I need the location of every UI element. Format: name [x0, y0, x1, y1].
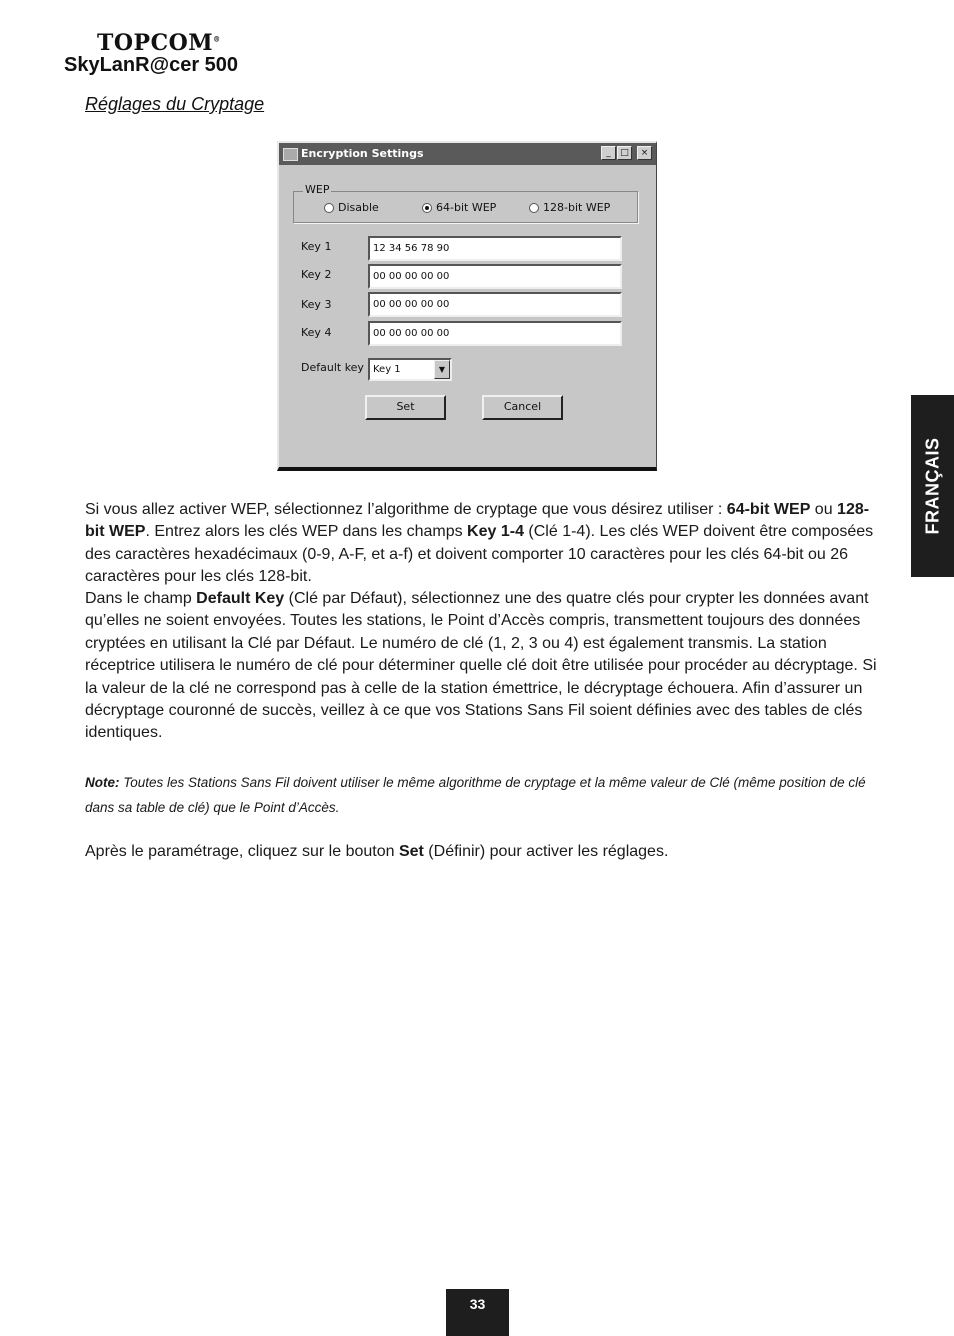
language-tab-label: FRANÇAIS [922, 437, 942, 535]
text-run: ou [810, 501, 838, 518]
window-icon [283, 148, 298, 161]
bold-term: Key 1-4 [467, 523, 524, 541]
chevron-down-icon[interactable]: ▼ [434, 360, 450, 379]
radio-128-bit-wep[interactable] [529, 201, 610, 214]
radio-label: Disable [338, 201, 379, 214]
default-key-select[interactable] [368, 358, 452, 381]
brand-name: TOPCOM [97, 30, 214, 56]
note-label: Note: [85, 775, 120, 790]
key-4-input[interactable]: 00 00 00 00 00 [368, 321, 622, 346]
encryption-settings-dialog [277, 141, 657, 471]
radio-selected-icon [422, 203, 432, 213]
brand-logo [97, 30, 221, 56]
close-icon[interactable]: × [637, 146, 652, 160]
text-run: . Entrez alors les clés WEP dans les champs [145, 523, 468, 541]
set-button[interactable]: Set [365, 395, 446, 420]
note-text: Toutes les Stations Sans Fil doivent utiliser le même algorithme de cryptage et la même valeur de Clé (même position de clé dans sa table de clé) que le Point d’Accès. [85, 775, 866, 815]
bold-term: Set [398, 843, 424, 860]
radio-circle-icon [529, 203, 539, 213]
bold-term: Default Key [196, 590, 285, 607]
paragraph-wep-intro [85, 499, 880, 589]
radio-64-bit-wep[interactable] [422, 201, 496, 214]
text-run: (Définir) pour activer les réglages. [423, 843, 669, 860]
dialog-titlebar [279, 143, 656, 165]
radio-label: 64-bit WEP [436, 201, 497, 214]
bold-term: 128-bit WEP [85, 501, 870, 541]
paragraph-default-key [85, 588, 880, 745]
product-name: SkyLanR@cer 500 [64, 54, 239, 76]
text-run: (Clé par Défaut), sélectionnez une des quatre clés pour crypter les données avant qu’elles ne soient envoyées. Toutes les stations, le Point d’Accès compris, transmettent toujours des données cryptées en utilisant la Clé par Défaut. Le numéro de clé (1, 2, 3 ou 4) est également transmis. La station réceptrice utilisera le numéro de clé pour déterminer quelle clé doit être utilisée pour procéder au décryptage. Si la valeur de la clé ne correspond pas à celle de la station émettrice, le décryptage échouera. Afin d’assurer un décryptage couronné de succès, veillez à ce que vos Stations Sans Fil soient définies avec des tables de clés identiques. [85, 590, 877, 742]
default-key-value: Key 1 [373, 364, 401, 375]
default-key-label: Default key [301, 361, 364, 374]
dialog-title: Encryption Settings [301, 147, 424, 160]
language-tab [911, 395, 954, 577]
text-run: Si vous allez activer WEP, sélectionnez l’algorithme de cryptage que vous désirez utiliser : [85, 501, 727, 518]
note-paragraph [85, 770, 875, 820]
text-run: (Clé 1-4). Les clés WEP doivent être composées des caractères hexadécimaux (0-9, A-F, et a-f) et doivent comporter 10 caractères pour les clés 64-bit ou 26 caractères pour les clés 128-bit. [85, 523, 874, 586]
key-1-label: Key 1 [301, 240, 332, 253]
minimize-icon[interactable]: _ [601, 146, 616, 160]
key-3-input[interactable]: 00 00 00 00 00 [368, 292, 622, 317]
text-run: Dans le champ [85, 590, 197, 607]
registered-mark: ® [213, 34, 221, 44]
key-2-input[interactable]: 00 00 00 00 00 [368, 264, 622, 289]
key-1-input[interactable]: 12 34 56 78 90 [368, 236, 622, 261]
paragraph-set-instruction [85, 841, 880, 863]
radio-circle-icon [324, 203, 334, 213]
page-number: 33 [446, 1289, 509, 1336]
key-2-label: Key 2 [301, 268, 332, 281]
radio-label: 128-bit WEP [543, 201, 611, 214]
bold-term: 64-bit WEP [726, 501, 811, 518]
text-run: Après le paramétrage, cliquez sur le bouton [85, 843, 399, 860]
cancel-button[interactable]: Cancel [482, 395, 563, 420]
key-3-label: Key 3 [301, 298, 332, 311]
wep-group-label: WEP [305, 183, 330, 196]
section-title: Réglages du Cryptage [85, 94, 265, 114]
key-4-label: Key 4 [301, 326, 332, 339]
maximize-icon[interactable]: □ [617, 146, 632, 160]
radio-disable[interactable] [324, 201, 379, 214]
